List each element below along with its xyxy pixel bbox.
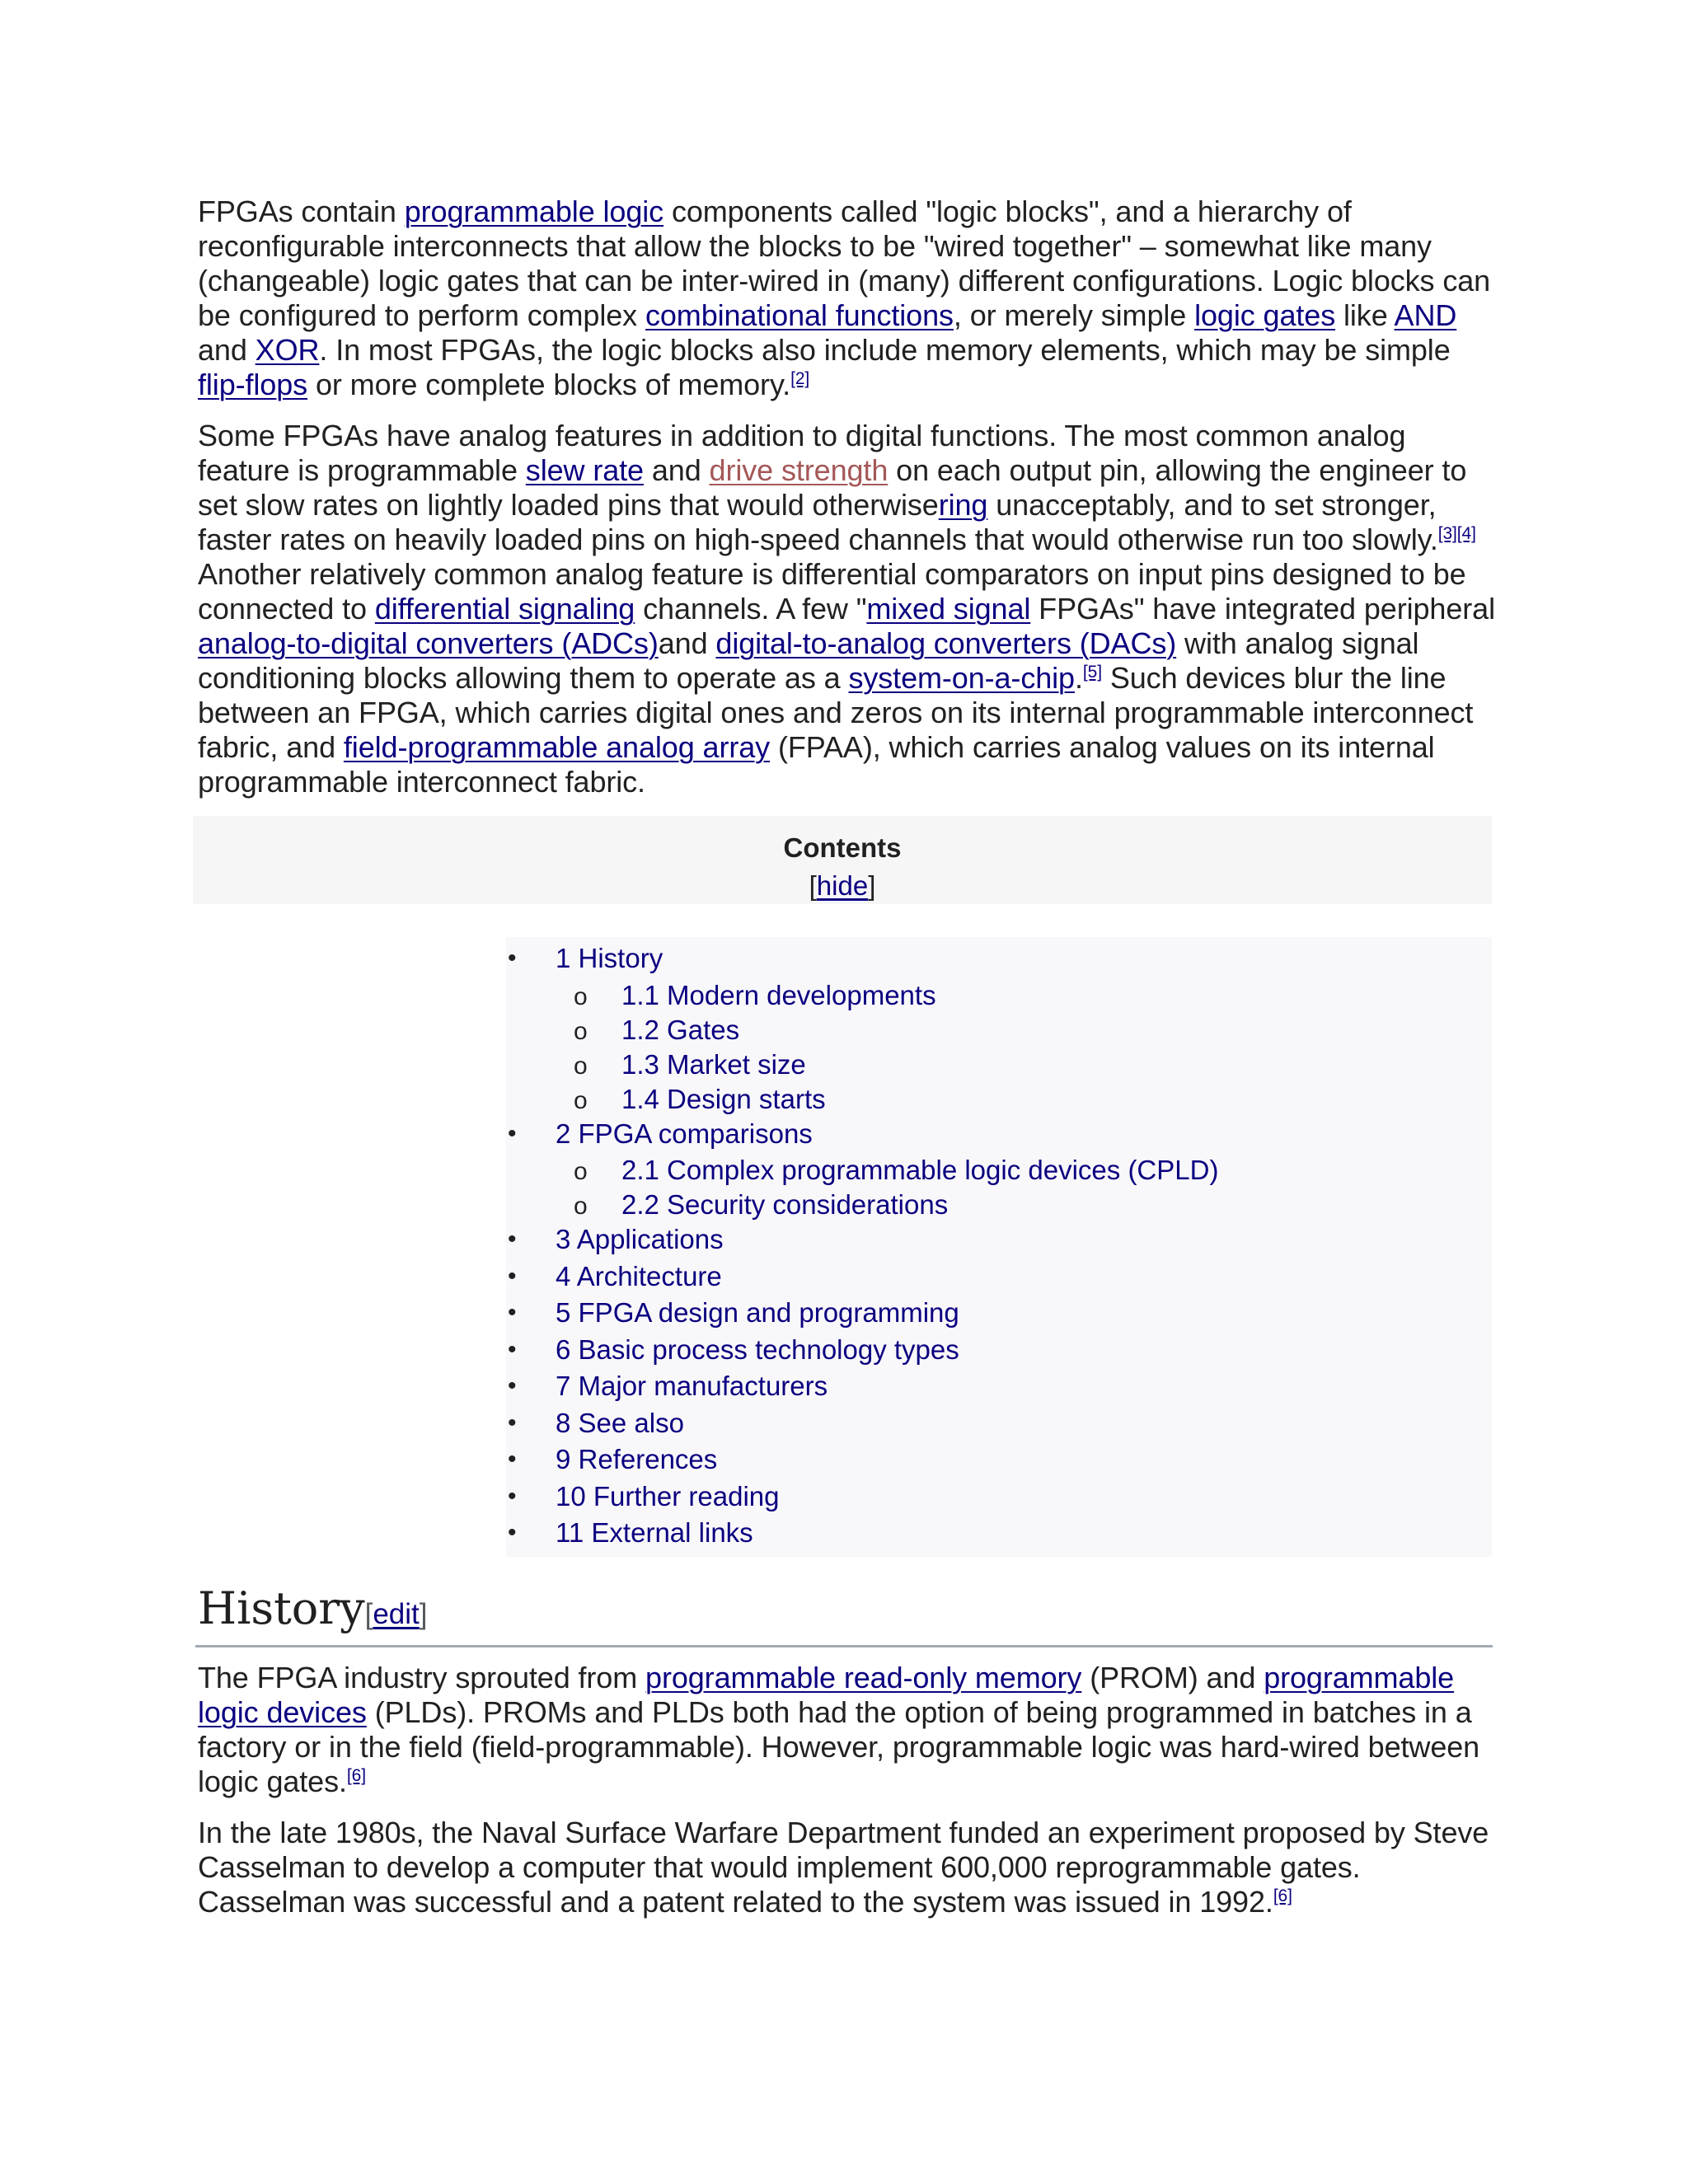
text: (FPAA), which carries analog values on its internal programmable interconnect fabric. xyxy=(198,730,1435,799)
link-logic-gates[interactable]: logic gates xyxy=(1194,298,1336,332)
toc-item-references[interactable] xyxy=(506,1441,1492,1479)
toc-item-cpld[interactable] xyxy=(506,1152,1492,1187)
link-prom[interactable]: programmable read-only memory xyxy=(645,1660,1082,1694)
link-differential-signaling[interactable]: differential signaling xyxy=(374,592,635,626)
text: . In most FPGAs, the logic blocks also include memory elements, which may be simple xyxy=(319,333,1451,367)
toc-item-label: 2 FPGA comparisons xyxy=(556,1118,813,1149)
toc-item-label: 1.4 Design starts xyxy=(621,1083,826,1114)
circle-bullet-icon: o xyxy=(574,1193,588,1220)
bullet-icon: • xyxy=(508,1408,517,1436)
text: or more complete blocks of memory. xyxy=(307,368,791,401)
link-drive-strength[interactable]: drive strength xyxy=(709,453,889,487)
text: FPGAs contain xyxy=(198,194,405,228)
toc-item-external-links[interactable] xyxy=(506,1515,1492,1552)
toc-item-fpga-comparisons[interactable] xyxy=(506,1116,1492,1153)
toc-item-security[interactable] xyxy=(506,1187,1492,1221)
text: channels. A few " xyxy=(635,592,867,626)
toc-item-label: 4 Architecture xyxy=(556,1260,722,1291)
toc-item-architecture[interactable] xyxy=(506,1258,1492,1296)
text: with analog signal conditioning blocks allowing them to operate as a xyxy=(198,626,1419,695)
text: and xyxy=(658,626,716,660)
bullet-icon: • xyxy=(508,1372,517,1399)
link-dac[interactable]: digital-to-analog converters (DACs) xyxy=(715,626,1177,660)
toc-list xyxy=(506,937,1492,1557)
toc-item-history[interactable] xyxy=(506,940,1492,977)
link-flip-flops[interactable]: flip-flops xyxy=(198,368,308,401)
citation-6 xyxy=(347,1766,366,1785)
toc-item-design-programming[interactable] xyxy=(506,1295,1492,1332)
bullet-icon: • xyxy=(508,1299,517,1326)
text: The FPGA industry sprouted from xyxy=(198,1660,646,1694)
bullet-icon: • xyxy=(508,1446,517,1473)
link-and[interactable]: AND xyxy=(1394,298,1457,332)
link-slew-rate[interactable]: slew rate xyxy=(525,453,644,487)
circle-bullet-icon: o xyxy=(574,1086,588,1114)
citation-4 xyxy=(1457,524,1476,543)
link-mixed-signal[interactable]: mixed signal xyxy=(866,592,1031,626)
bullet-icon: • xyxy=(508,1262,517,1290)
toc-item-label: 2.2 Security considerations xyxy=(621,1189,949,1220)
bracket: [ xyxy=(364,1597,373,1630)
text: like xyxy=(1335,298,1395,332)
link-pld[interactable]: programmable logic devices xyxy=(198,1660,1455,1729)
toc-item-label: 6 Basic process technology types xyxy=(556,1333,959,1365)
toc-item-label: 10 Further reading xyxy=(556,1480,780,1511)
section-heading-history xyxy=(195,1582,1493,1647)
text: In the late 1980s, the Naval Surface Warfare Department funded an experiment proposed by Steve Casselman to develop a computer that would implement 600,000 reprogrammable gates. Casselman was successful and a patent related to the system was issued in 1992. xyxy=(198,1815,1489,1919)
toc-item-manufacturers[interactable] xyxy=(506,1368,1492,1405)
toc-item-label: 2.1 Complex programmable logic devices (CPLD) xyxy=(621,1155,1219,1185)
toc-hide-link[interactable]: hide xyxy=(816,870,869,901)
history-paragraph-2 xyxy=(198,1816,1496,1919)
edit-link[interactable]: edit xyxy=(373,1597,420,1630)
bracket: ] xyxy=(419,1597,428,1630)
bullet-icon: • xyxy=(508,1119,517,1147)
link-adc[interactable]: analog-to-digital converters (ADCs) xyxy=(198,626,659,660)
text: FPGAs" have integrated peripheral xyxy=(1030,592,1495,626)
toc-item-applications[interactable] xyxy=(506,1221,1492,1258)
toc-title: Contents xyxy=(783,832,902,863)
text: Such devices blur the line between an FPGA, which carries digital ones and zeros on its internal programmable interconnect fabric, and xyxy=(198,661,1474,764)
history-body xyxy=(198,1661,1496,1919)
toc-item-see-also[interactable] xyxy=(506,1405,1492,1442)
text: on each output pin, allowing the engineer to set slow rates on lightly loaded pins that would otherwise xyxy=(198,453,1467,522)
bullet-icon: • xyxy=(508,944,517,972)
bullet-icon: • xyxy=(508,1482,517,1510)
intro-paragraph-1 xyxy=(198,194,1496,402)
circle-bullet-icon: o xyxy=(574,1017,588,1045)
toc-item-label: 8 See also xyxy=(556,1407,684,1438)
toc-item-label: 11 External links xyxy=(556,1517,753,1548)
bracket: ] xyxy=(868,870,876,901)
link-xor[interactable]: XOR xyxy=(255,333,320,367)
toc-item-label: 1 History xyxy=(556,943,663,973)
toc-item-gates[interactable] xyxy=(506,1012,1492,1047)
citation-5 xyxy=(1083,663,1102,682)
heading-text: History xyxy=(198,1582,365,1634)
toc-item-modern-developments[interactable] xyxy=(506,977,1492,1012)
citation-link-3[interactable]: [3] xyxy=(1437,524,1457,543)
citation-link-6b[interactable]: [6] xyxy=(1273,1886,1292,1905)
link-system-on-a-chip[interactable]: system-on-a-chip xyxy=(848,661,1075,695)
citation-3 xyxy=(1438,524,1457,543)
text: (PLDs). PROMs and PLDs both had the option of being programmed in batches in a factory or in the field (field-programmable). However, programmable logic was hard-wired between logic gates. xyxy=(198,1694,1480,1798)
toc-item-market-size[interactable] xyxy=(506,1047,1492,1081)
bullet-icon: • xyxy=(508,1226,517,1253)
toc-item-process-technology[interactable] xyxy=(506,1332,1492,1369)
toc-toggle xyxy=(193,870,1492,902)
citation-6b xyxy=(1273,1886,1292,1905)
text: Some FPGAs have analog features in addition to digital functions. The most common analog feature is programmable xyxy=(198,419,1406,487)
edit-section xyxy=(365,1598,428,1630)
bullet-icon: • xyxy=(508,1519,517,1546)
link-ring[interactable]: ring xyxy=(938,488,988,522)
circle-bullet-icon: o xyxy=(574,1158,588,1185)
intro-paragraph-2 xyxy=(198,419,1496,799)
link-programmable-logic[interactable]: programmable logic xyxy=(404,194,664,228)
text: and xyxy=(198,333,256,367)
link-fpaa[interactable]: field-programmable analog array xyxy=(343,730,771,764)
text: and xyxy=(643,453,710,487)
citation-link-5[interactable]: [5] xyxy=(1082,663,1102,682)
text: . xyxy=(1074,661,1083,695)
text: , or merely simple xyxy=(953,298,1195,332)
toc-item-label: 1.2 Gates xyxy=(621,1014,740,1045)
citation-link-2[interactable]: [2] xyxy=(790,369,810,388)
toc-item-label: 1.1 Modern developments xyxy=(621,979,936,1010)
toc-item-label: 7 Major manufacturers xyxy=(556,1371,828,1401)
citation-link-4[interactable]: [4] xyxy=(1456,524,1476,543)
citation-2 xyxy=(790,369,809,388)
history-paragraph-1 xyxy=(198,1661,1496,1799)
text: Another relatively common analog feature is differential comparators on input pins designed to be connected to xyxy=(198,557,1466,626)
text: components called "logic blocks", and a hierarchy of reconfigurable interconnects that allow the blocks to be "wired together" – somewhat like many (changeable) logic gates that can be inter-wired in (many) different configurations. Logic blocks can be configured to perform complex xyxy=(198,194,1491,332)
toc-item-label: 1.3 Market size xyxy=(621,1048,806,1080)
bullet-icon: • xyxy=(508,1335,517,1363)
text: unacceptably, and to set stronger, faster rates on heavily loaded pins on high-speed channels that would otherwise run too slowly. xyxy=(198,488,1438,556)
article-content xyxy=(198,194,1496,1936)
bracket: [ xyxy=(809,870,817,901)
circle-bullet-icon: o xyxy=(574,1052,588,1080)
toc-header xyxy=(193,816,1492,904)
circle-bullet-icon: o xyxy=(574,982,588,1010)
toc-item-label: 9 References xyxy=(556,1444,718,1474)
toc-item-label: 5 FPGA design and programming xyxy=(556,1297,959,1328)
text: (PROM) and xyxy=(1081,1660,1264,1694)
toc-item-design-starts[interactable] xyxy=(506,1081,1492,1116)
citation-link-6[interactable]: [6] xyxy=(346,1765,366,1785)
link-combinational-functions[interactable]: combinational functions xyxy=(645,298,954,332)
toc-item-label: 3 Applications xyxy=(556,1224,724,1254)
toc-item-further-reading[interactable] xyxy=(506,1479,1492,1516)
